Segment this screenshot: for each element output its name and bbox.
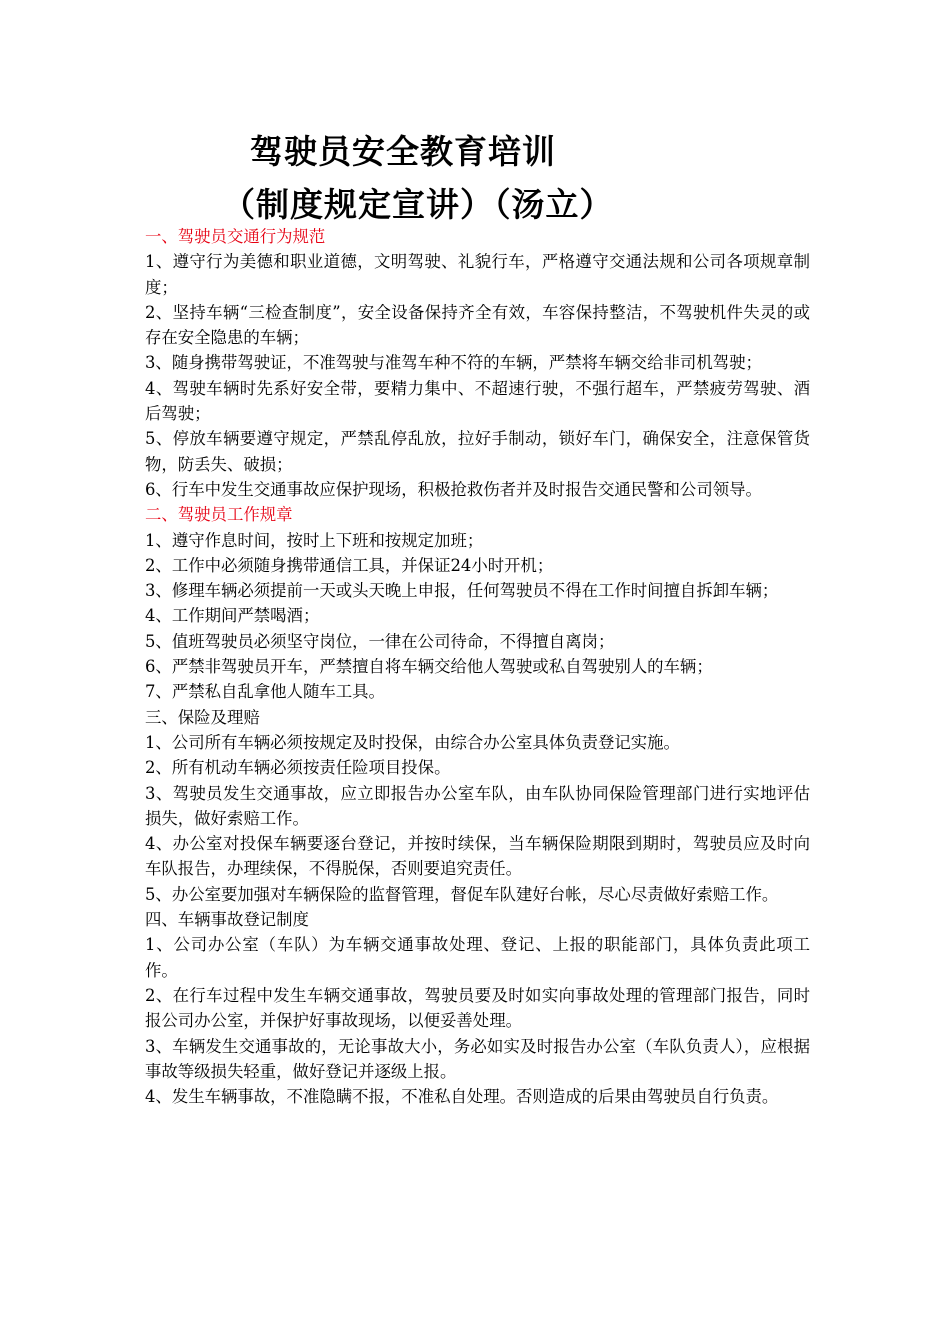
rule-item: 1、公司办公室（车队）为车辆交通事故处理、登记、上报的职能部门，具体负责此项工作。 xyxy=(145,935,810,980)
rule-item: 2、在行车过程中发生车辆交通事故，驾驶员要及时如实向事故处理的管理部门报告，同时报公司办公室，并保护好事故现场，以便妥善处理。 xyxy=(145,985,810,1031)
rule-item: 5、停放车辆要遵守规定，严禁乱停乱放，拉好手制动，锁好车门，确保安全，注意保管货物，防丢失、破损； xyxy=(145,429,810,474)
section-insurance-claims xyxy=(145,705,810,907)
rule-item: 3、修理车辆必须提前一天或头天晚上申报，任何驾驶员不得在工作时间擅自拆卸车辆； xyxy=(145,581,779,601)
section-traffic-conduct xyxy=(145,224,810,502)
rule-item: 2、坚持车辆“三检查制度”，安全设备保持齐全有效，车容保持整洁，不驾驶机件失灵的或存在安全隐患的车辆； xyxy=(145,302,810,348)
section-accident-registration xyxy=(145,907,810,1109)
rule-item: 4、办公室对投保车辆要逐台登记，并按时续保，当车辆保险期限到期时，驾驶员应及时向车队报告，办理续保，不得脱保，否则要追究责任。 xyxy=(145,834,810,879)
rule-item: 3、驾驶员发生交通事故，应立即报告办公室车队，由车队协同保险管理部门进行实地评估损失，做好索赔工作。 xyxy=(145,783,810,828)
rule-item: 7、严禁私自乱拿他人随车工具。 xyxy=(145,682,385,702)
rule-item: 4、工作期间严禁喝酒； xyxy=(145,606,320,626)
rule-item: 2、工作中必须随身携带通信工具，并保证24小时开机； xyxy=(145,555,554,575)
rule-item: 4、驾驶车辆时先系好安全带，要精力集中、不超速行驶，不强行超车，严禁疲劳驾驶、酒后驾驶； xyxy=(145,378,810,424)
document-body xyxy=(145,224,810,1109)
rule-item: 4、发生车辆事故，不准隐瞒不报，不准私自处理。否则造成的后果由驾驶员自行负责。 xyxy=(145,1087,779,1107)
document-title: 驾驶员安全教育培训 xyxy=(250,132,556,171)
rule-item: 5、值班驾驶员必须坚守岗位，一律在公司待命，不得擅自离岗； xyxy=(145,631,615,651)
rule-item: 3、随身携带驾驶证，不准驾驶与准驾车种不符的车辆，严禁将车辆交给非司机驾驶； xyxy=(145,353,762,373)
section-heading: 四、车辆事故登记制度 xyxy=(145,910,309,930)
rule-item: 2、所有机动车辆必须按责任险项目投保。 xyxy=(145,758,451,778)
section-work-rules xyxy=(145,502,810,704)
section-heading: 二、驾驶员工作规章 xyxy=(145,505,293,525)
rule-item: 1、公司所有车辆必须按规定及时投保，由综合办公室具体负责登记实施。 xyxy=(145,732,680,752)
section-heading: 三、保险及理赔 xyxy=(145,707,260,727)
rule-item: 5、办公室要加强对车辆保险的监督管理，督促车队建好台帐，尽心尽责做好索赔工作。 xyxy=(145,884,779,904)
rule-item: 1、遵守行为美德和职业道德，文明驾驶、礼貌行车，严格遵守交通法规和公司各项规章制度； xyxy=(145,252,810,297)
section-heading: 一、驾驶员交通行为规范 xyxy=(145,227,326,246)
rule-item: 3、车辆发生交通事故的，无论事故大小，务必如实及时报告办公室（车队负责人），应根据事故等级损失轻重，做好登记并逐级上报。 xyxy=(145,1036,810,1081)
rule-item: 1、遵守作息时间，按时上下班和按规定加班； xyxy=(145,530,484,550)
rule-item: 6、行车中发生交通事故应保护现场，积极抢救伤者并及时报告交通民警和公司领导。 xyxy=(145,479,762,499)
rule-item: 6、严禁非驾驶员开车，严禁擅自将车辆交给他人驾驶或私自驾驶别人的车辆； xyxy=(145,657,713,677)
document-subtitle: （制度规定宣讲）（汤立） xyxy=(222,185,614,224)
